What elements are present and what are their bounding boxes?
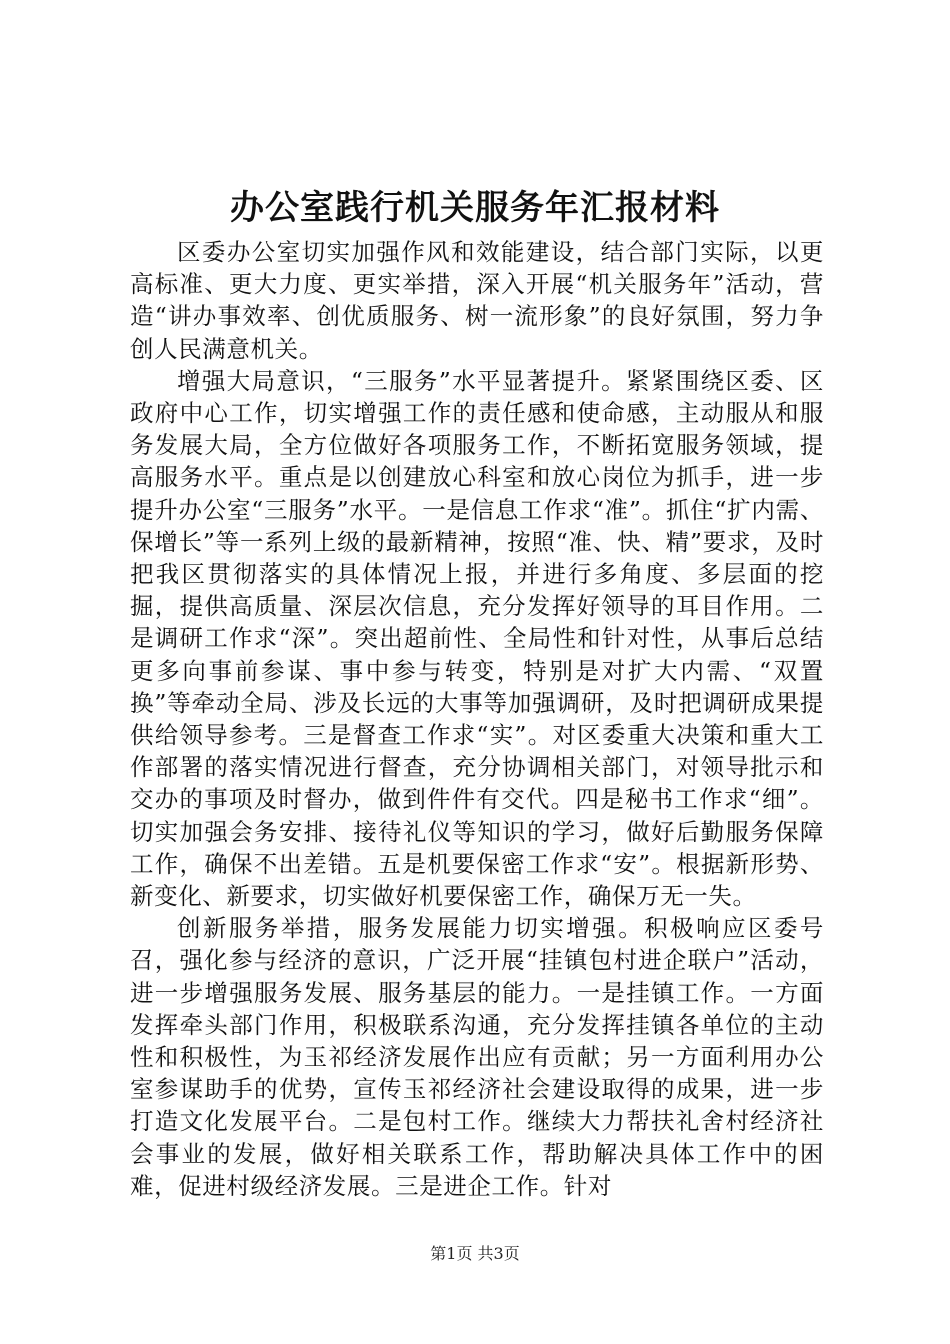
document-title: 办公室践行机关服务年汇报材料 — [230, 188, 720, 228]
paragraph-service-innovation: 创新服务举措，服务发展能力切实增强。积极响应区委号召，强化参与经济的意识，广泛开展“挂镇包村进企联户”活动，进一步增强服务发展、服务基层的能力。一是挂镇工作。一方面发挥牵头部门作用，积极联系沟通，充分发挥挂镇各单位的主动性和积极性，为玉祁经济发展作出应有贡献；另一方面利用办公室参谋助手的优势，宣传玉祁经济社会建设取得的成果，进一步打造文化发展平台。二是包村工作。继续大力帮扶礼舍村经济社会事业的发展，做好相关联系工作，帮助解决具体工作中的困难，促进村级经济发展。三是进企工作。针对 — [130, 914, 824, 1200]
page-footer: 第1页 共3页 — [430, 1244, 520, 1263]
paragraph-service-level: 增强大局意识，“三服务”水平显著提升。紧紧围绕区委、区政府中心工作，切实增强工作的责任感和使命感，主动服从和服务发展大局，全方位做好各项服务工作，不断拓宽服务领域，提高服务水平。重点是以创建放心科室和放心岗位为抓手，进一步提升办公室“三服务”水平。一是信息工作求“准”。抓住“扩内需、保增长”等一系列上级的最新精神，按照“准、快、精”要求，及时把我区贯彻落实的具体情况上报，并进行多角度、多层面的挖掘，提供高质量、深层次信息，充分发挥好领导的耳目作用。二是调研工作求“深”。突出超前性、全局性和针对性，从事后总结更多向事前参谋、事中参与转变，特别是对扩大内需、“双置换”等牵动全局、涉及长远的大事等加强调研，及时把调研成果提供给领导参考。三是督查工作求“实”。对区委重大决策和重大工作部署的落实情况进行督查，充分协调相关部门，对领导批示和交办的事项及时督办，做到件件有交代。四是秘书工作求“细”。切实加强会务安排、接待礼仪等知识的学习，做好后勤服务保障工作，确保不出差错。五是机要保密工作求“安”。根据新形势、新变化、新要求，切实做好机要保密工作，确保万无一失。 — [130, 366, 824, 911]
paragraph-intro: 区委办公室切实加强作风和效能建设，结合部门实际，以更高标准、更大力度、更实举措，深入开展“机关服务年”活动，营造“讲办事效率、创优质服务、树一流形象”的良好氛围，努力争创人民满意机关。 — [130, 238, 824, 363]
document-body — [130, 236, 824, 1202]
